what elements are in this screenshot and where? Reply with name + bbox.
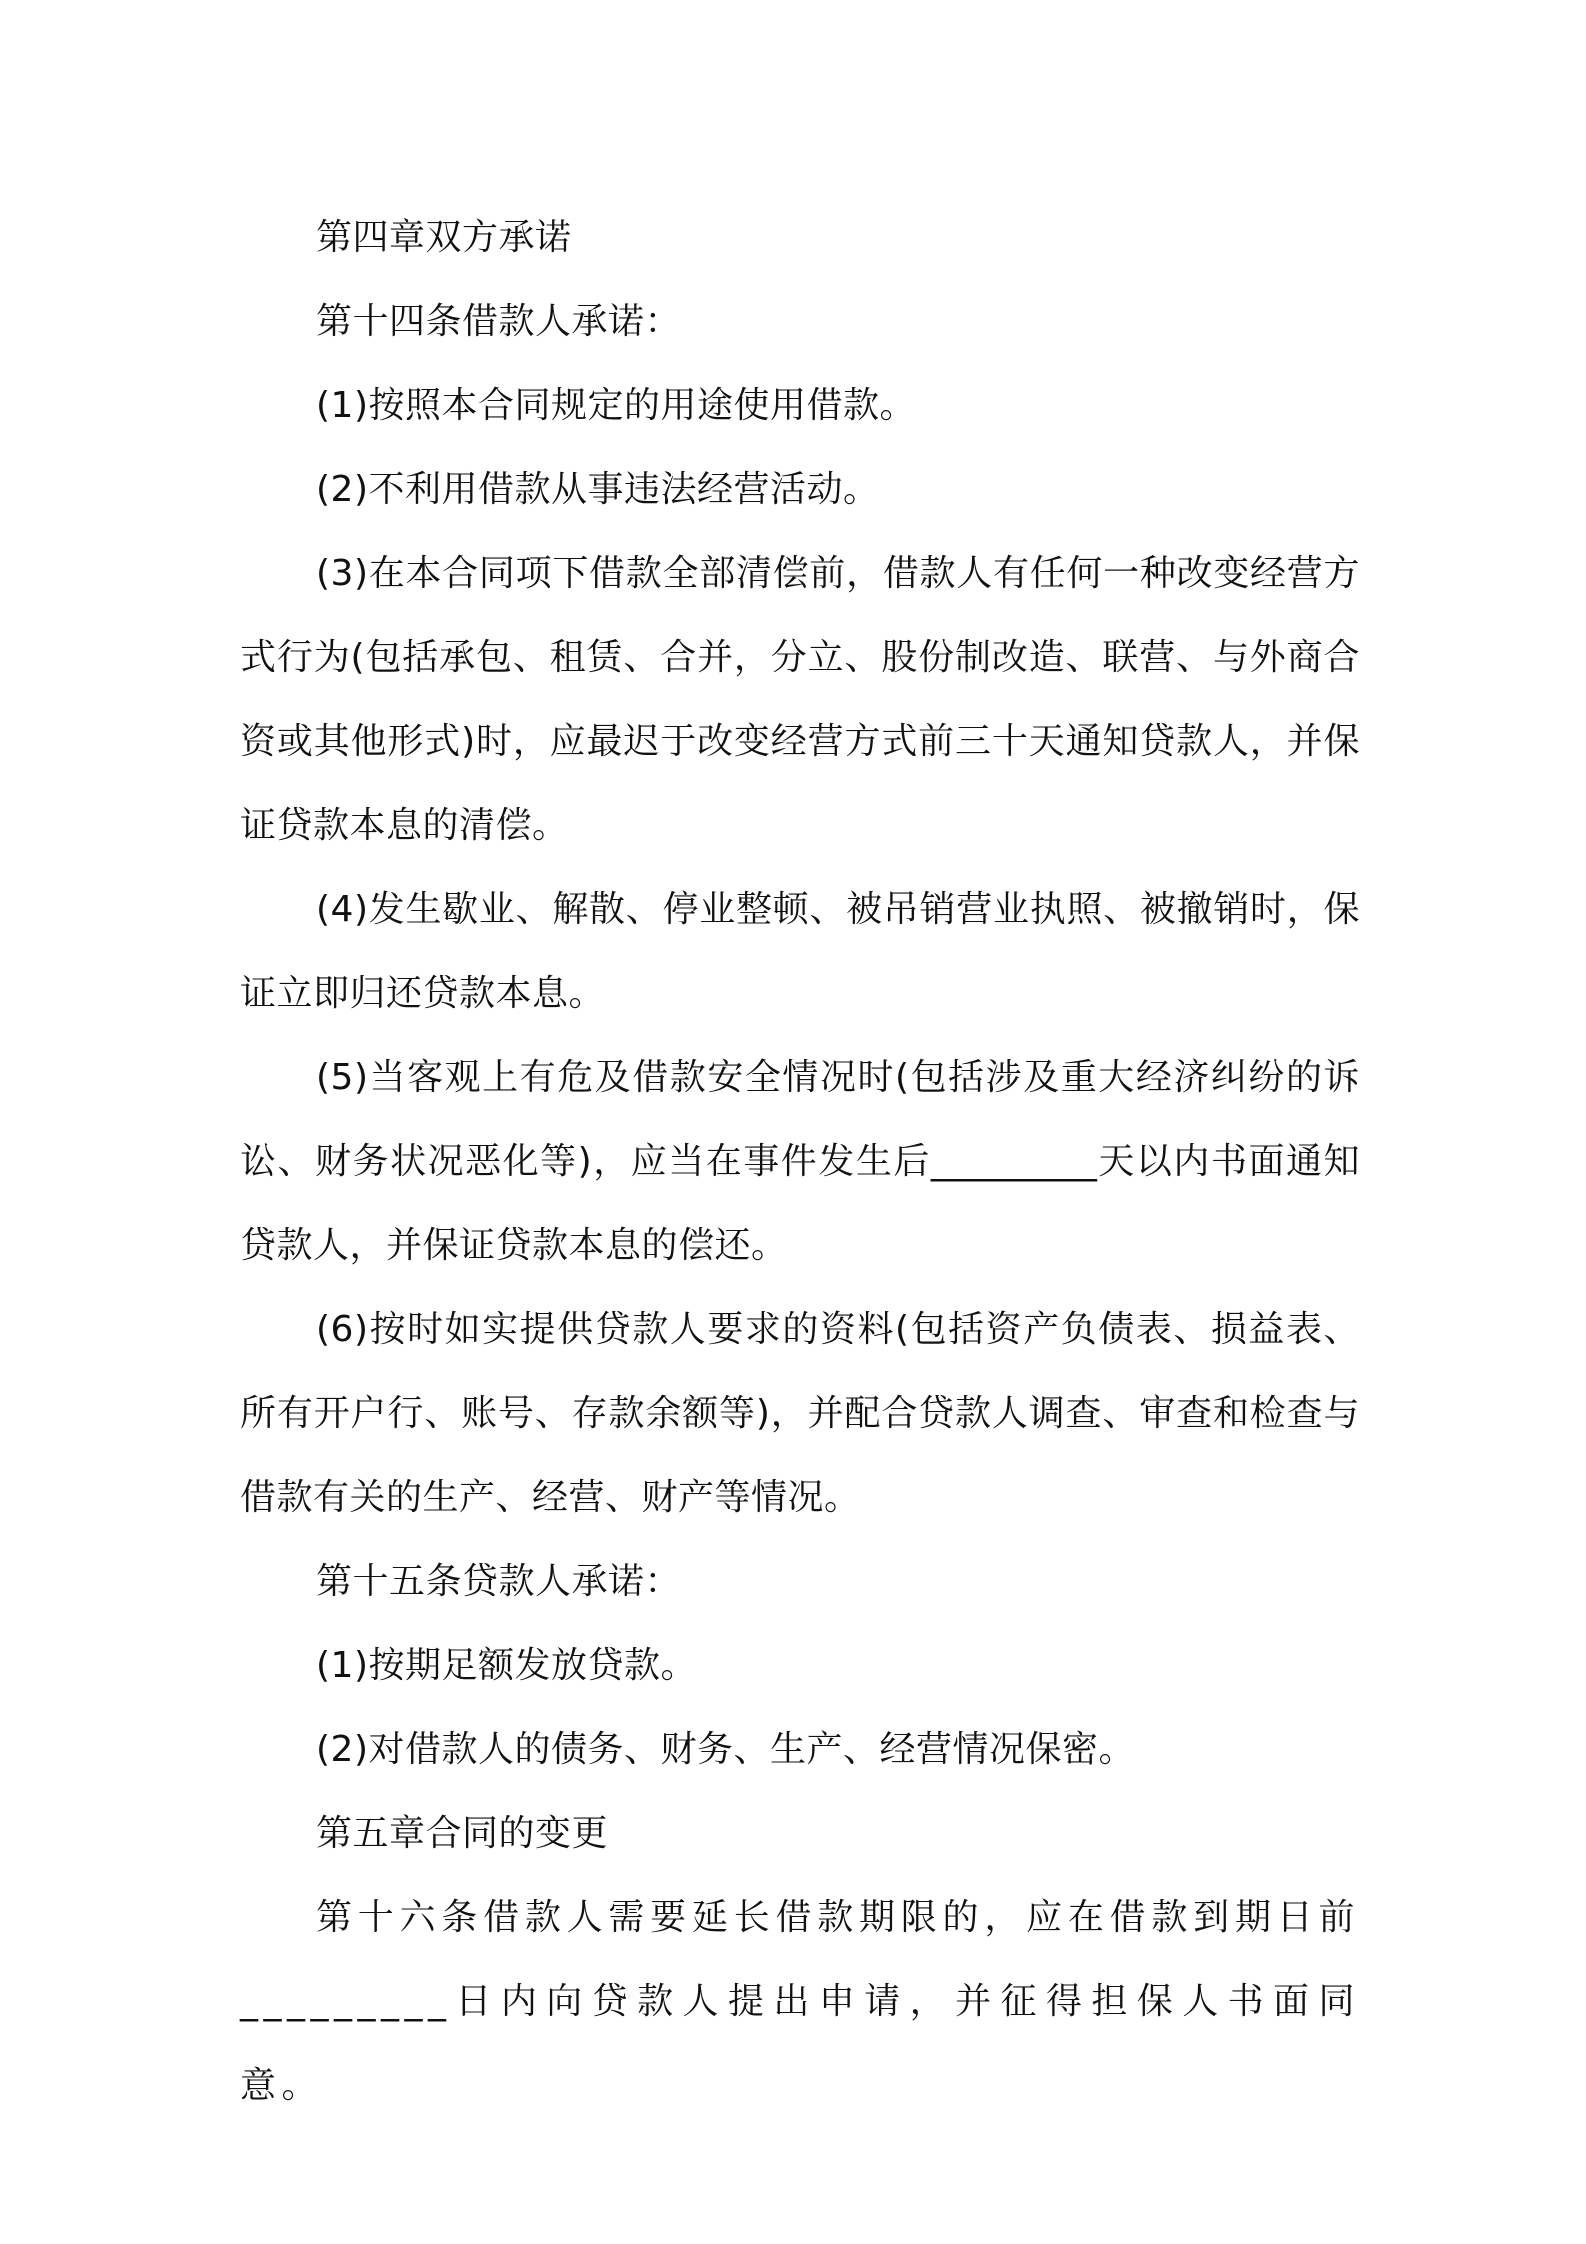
article-16-text: 第十六条借款人需要延长借款期限的，应在借款到期日前_________日内向贷款人提出申请，并征得担保人书面同意。 (240, 1897, 1360, 2106)
article-14-item-2: (2)不利用借款从事违法经营活动。 (316, 469, 880, 510)
article-14-item-1: (1)按照本合同规定的用途使用借款。 (316, 385, 916, 426)
article-14-item-4: (4)发生歇业、解散、停业整顿、被吊销营业执照、被撤销时，保证立即归还贷款本息。 (240, 889, 1360, 1014)
chapter-5-heading: 第五章合同的变更 (316, 1813, 609, 1854)
article-15-item-2: (2)对借款人的债务、财务、生产、经营情况保密。 (316, 1729, 1135, 1770)
article-14-item-6: (6)按时如实提供贷款人要求的资料(包括资产负债表、损益表、所有开户行、账号、存款余额等)，并配合贷款人调查、审查和检查与借款有关的生产、经营、财产等情况。 (240, 1309, 1360, 1518)
article-14-item-5: (5)当客观上有危及借款安全情况时(包括涉及重大经济纠纷的诉讼、财务状况恶化等)，应当在事件发生后_________天以内书面通知贷款人，并保证贷款本息的偿还。 (240, 1057, 1360, 1266)
article-15-item-1: (1)按期足额发放贷款。 (316, 1645, 697, 1686)
article-15-heading: 第十五条贷款人承诺： (316, 1561, 682, 1602)
article-14-heading: 第十四条借款人承诺： (316, 301, 682, 342)
chapter-4-heading: 第四章双方承诺 (316, 217, 572, 258)
document-body (240, 196, 1360, 2128)
article-14-item-3: (3)在本合同项下借款全部清偿前，借款人有任何一种改变经营方式行为(包括承包、租赁、合并，分立、股份制改造、联营、与外商合资或其他形式)时，应最迟于改变经营方式前三十天通知贷款人，并保证贷款本息的清偿。 (240, 553, 1360, 846)
